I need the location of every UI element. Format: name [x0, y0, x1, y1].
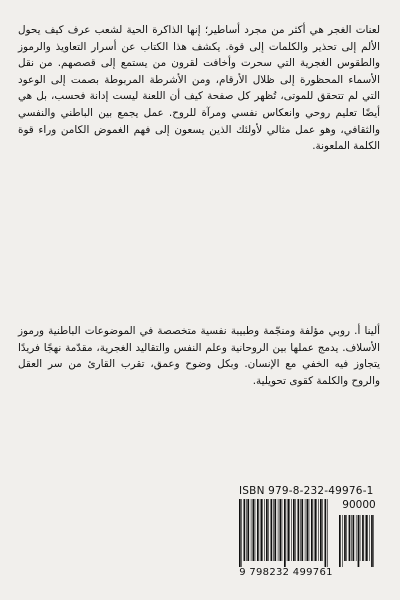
barcode-stripe: [255, 499, 256, 561]
barcode-stripe: [300, 499, 301, 561]
barcode-stripe: [353, 515, 355, 561]
barcode-stripe: [271, 499, 273, 561]
barcode-stripe: [371, 515, 373, 567]
barcode-stripe: [311, 499, 313, 561]
barcode-stripe: [369, 515, 370, 561]
barcode-stripe: [293, 499, 295, 561]
barcode-stripe: [301, 499, 303, 561]
barcode-stripe: [362, 515, 364, 561]
barcode-stripe: [244, 499, 246, 561]
author-bio: ألينا أ. روبي مؤلفة ومنجّمة وطبيبة نفسية متخصصة في الموضوعات الباطنية ورموز الأسلاف. يدمج عملها بين الروحانية وعلم النفس والتقاليد الغجرية، مقدّمة نهجًا فريدًا يتجاوز فيه الخفي مع الإنسان. وبكل وضوح وعمق، تقرب القارئ من سر العقل والروح والكلمة كقوى تحويلية.: [18, 325, 380, 387]
barcode-stripe: [274, 499, 276, 561]
addon-barcode-bars: [339, 515, 377, 567]
barcode-stripe: [349, 515, 351, 561]
barcode-stripe: [284, 499, 286, 567]
barcode-stripe: [344, 515, 346, 561]
barcode-stripe: [241, 499, 242, 567]
barcode-stripe: [315, 499, 317, 561]
barcode-stripe: [356, 515, 357, 561]
isbn-barcode: [236, 485, 380, 581]
barcode-stripe: [253, 499, 255, 561]
barcode-stripe: [257, 499, 259, 561]
barcode-stripe: [346, 515, 347, 561]
barcode-stripe: [339, 515, 341, 567]
barcode-stripe: [247, 499, 249, 561]
barcode-stripe: [373, 515, 374, 567]
barcode-stripe: [305, 499, 306, 561]
back-cover-blurb: لعنات الغجر هي أكثر من مجرد أساطير؛ إنها الذاكرة الحية لشعب عرف كيف يحول الألم إلى تحذير والكلمات إلى قوة. يكشف هذا الكتاب عن أسرار التعاويذ والرموز والطقوس الغجرية التي سحرت وأخافت لقرون من يستمع إلى قصصهم. من نقل الأسماء المحظورة إلى ظلال الأرقام، ومن الأشرطة المربوطة بصمت إلى الوعود التي لم تتحقق للموتى، تُظهر كل صفحة كيف أن اللعنة ليست إدانة فحسب، بل هي أيضًا تعليم روحي وانعكاس نفسي ومرآة للروح. عمل يجمع بين الباطني والنفسي والثقافي، وهو عمل مثالي لأولئك الذين يسعون إلى فهم الغموض الكامن وراء قوة الكلمة الملعونة.: [18, 24, 380, 153]
barcode-stripe: [282, 499, 283, 561]
barcode-stripe: [266, 499, 268, 561]
barcode-stripe: [318, 499, 319, 561]
barcode-stripe: [309, 499, 310, 561]
barcode-stripe: [261, 499, 263, 561]
barcode-stripe: [239, 499, 241, 567]
barcode-stripe: [288, 499, 290, 561]
barcode-stripe: [365, 515, 366, 561]
barcode-stripe: [264, 499, 265, 561]
barcode-stripe: [280, 499, 282, 561]
barcode-stripe: [351, 515, 352, 561]
ean-digits: 9 798232 499761: [239, 567, 333, 578]
barcode-stripe: [273, 499, 274, 561]
barcode-stripe: [320, 499, 322, 561]
barcode-stripe: [251, 499, 252, 561]
barcode-stripe: [360, 515, 361, 561]
barcode-stripe: [295, 499, 296, 561]
barcode-stripe: [358, 515, 360, 567]
barcode-stripe: [260, 499, 261, 561]
barcode-stripe: [327, 499, 328, 567]
barcode-stripe: [278, 499, 279, 561]
barcode-stripe: [268, 499, 269, 561]
barcode-stripe: [291, 499, 292, 561]
barcode-stripe: [366, 515, 368, 561]
barcode-stripe: [298, 499, 300, 561]
isbn-label: ISBN 979-8-232-49976-1: [239, 485, 374, 497]
barcode-bars: [239, 499, 335, 567]
barcode-stripe: [314, 499, 315, 561]
barcode-stripe: [325, 499, 327, 567]
barcode-stripe: [246, 499, 247, 561]
barcode-stripe: [307, 499, 309, 561]
barcode-stripe: [342, 515, 343, 567]
barcode-stripe: [287, 499, 288, 561]
price-addon-label: 90000: [342, 499, 376, 511]
barcode-stripe: [322, 499, 323, 561]
